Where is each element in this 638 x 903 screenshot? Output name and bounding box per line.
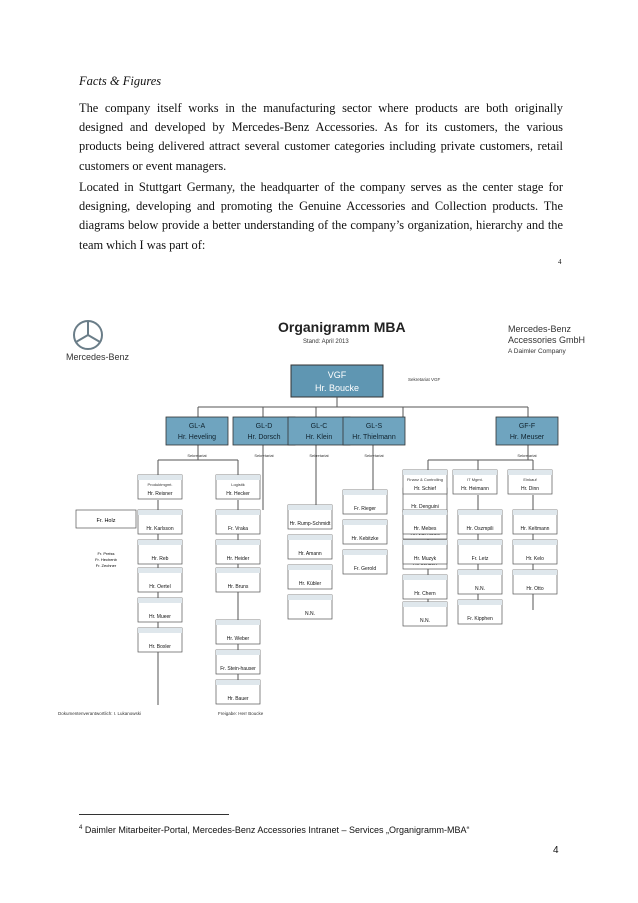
staff-box-name: Hr. Dinn — [520, 486, 540, 492]
staff-box-header — [458, 570, 502, 575]
staff-box-header — [403, 575, 447, 580]
brand-right-3: A Daimler Company — [508, 348, 566, 355]
staff-box-header — [216, 540, 260, 545]
staff-box-header — [288, 595, 332, 600]
staff-box-name: Fr. Rieger — [354, 506, 376, 512]
staff-box-header — [403, 470, 447, 475]
staff-box-header — [288, 505, 332, 510]
staff-box-name: Hr. Reb — [151, 556, 169, 562]
staff-box-name: Hr. Keltmann — [520, 526, 550, 532]
chart-title: Organigramm MBA — [278, 319, 406, 335]
staff-box-name: Hr. Mueer — [149, 614, 171, 620]
staff-box-header — [513, 570, 557, 575]
staff-box-name: Hr. Amann — [298, 551, 322, 557]
mercedes-logo-icon — [74, 321, 102, 349]
column-secretariat: Sekretariat — [187, 453, 207, 458]
staff-box-name: Hr. Chern — [414, 591, 436, 597]
brand-left: Mercedes-Benz — [66, 352, 130, 362]
column-head-name: Hr. Klein — [305, 434, 333, 441]
page-number: 4 — [553, 845, 559, 856]
staff-box-label: Finanz & Controlling — [406, 477, 444, 482]
staff-box-header — [343, 550, 387, 555]
staff-box-header — [458, 510, 502, 515]
staff-box-name: Hr. Bruns — [227, 584, 249, 590]
staff-box-header — [138, 598, 182, 603]
staff-box-label: IT Mgmt. — [467, 477, 483, 482]
staff-box-name: N.N. — [475, 586, 485, 592]
staff-box-name: Fr. Stein-hauser — [220, 666, 256, 672]
left-note-2: Fr. Preiss — [97, 551, 115, 556]
staff-box-header — [508, 470, 552, 475]
staff-box-header — [453, 470, 497, 475]
column-heads — [166, 417, 558, 458]
staff-box-header — [138, 475, 182, 480]
column-head-name: Hr. Heveling — [177, 434, 217, 441]
footnote-reference: 4 — [558, 258, 562, 266]
staff-box-name: Hr. Weber — [226, 636, 250, 642]
staff-box-label: Logistik — [231, 482, 245, 487]
staff-box-header — [138, 568, 182, 573]
staff-box-header — [403, 540, 447, 545]
footnote-divider — [79, 814, 229, 815]
staff-box-name: Hr. Hecker — [226, 491, 250, 497]
left-note-1: Fr. Holz — [96, 518, 116, 524]
staff-box-header — [288, 535, 332, 540]
staff-box-name: Hr. Oszmpili — [466, 526, 494, 532]
staff-box-header — [458, 600, 502, 605]
staff-box-name: N.N. — [305, 611, 315, 617]
column-head-unit: GL-S — [365, 423, 383, 430]
staff-box-header — [343, 520, 387, 525]
footnote — [79, 825, 469, 835]
column-secretariat: Sekretariat — [364, 453, 384, 458]
footnote-number: 4 — [79, 825, 83, 831]
staff-box-name: Hr. Mebes — [413, 526, 437, 532]
staff-box-header — [513, 540, 557, 545]
staff-boxes — [138, 470, 557, 704]
paragraph-1: The company itself works in the manufacturing sector where products are both originally designed and developed by Mercedes-Benz Accessories. As for its customers, the various products being delivered attract several customer categories including private customers, retail customers or event managers. — [79, 101, 563, 173]
staff-box-name: Fr. Kipphen — [467, 616, 493, 622]
staff-box-name: Hr. Rump-Schmidt — [289, 521, 331, 527]
staff-box-header — [138, 510, 182, 515]
figure-footer-mid: Freigabe: Herr Boucke — [218, 711, 264, 716]
staff-box-label: Einkauf — [523, 477, 537, 482]
staff-box-header — [216, 680, 260, 685]
staff-box-header — [288, 565, 332, 570]
column-secretariat: Sekretariat — [517, 453, 537, 458]
staff-box-name: Hr. Otto — [526, 586, 544, 592]
staff-box-header — [216, 650, 260, 655]
brand-right-1: Mercedes-Benz — [508, 324, 572, 334]
vgf-unit: VGF — [327, 370, 347, 380]
org-chart-figure — [58, 310, 598, 720]
column-secretariat: Sekretariat — [254, 453, 274, 458]
column-head-name: Hr. Dorsch — [247, 434, 281, 441]
column-head-unit: GL-C — [310, 423, 328, 430]
staff-box-header — [216, 510, 260, 515]
staff-box-header — [403, 602, 447, 607]
staff-box-header — [403, 510, 447, 515]
staff-box-header — [138, 540, 182, 545]
vgf-secretariat: Sekretariat VGF — [408, 377, 441, 382]
footnote-text: Daimler Mitarbeiter-Portal, Mercedes-Benz Accessories Intranet – Services „Organigramm-MBA“ — [84, 825, 470, 835]
column-head-unit: GL-A — [188, 423, 206, 430]
org-chart-svg — [58, 310, 598, 720]
staff-box-header — [513, 510, 557, 515]
column-head-unit: GL-D — [255, 423, 273, 430]
column-head-unit: GF-F — [518, 423, 536, 430]
staff-box-header — [216, 620, 260, 625]
column-secretariat: Sekretariat — [309, 453, 329, 458]
staff-box-label: Produktmgmt. — [147, 482, 173, 487]
left-note-3: Fr. Hechenb — [95, 557, 117, 562]
column-head-name: Hr. Meuser — [509, 434, 545, 441]
staff-box-name: Hr. Schief — [414, 486, 436, 492]
staff-box-name: N.N. — [420, 618, 430, 624]
staff-box-name: Hr. Kebitzke — [351, 536, 379, 542]
left-note-4: Fr. Zechner — [95, 563, 117, 568]
vgf-name: Hr. Boucke — [314, 383, 360, 393]
staff-box-name: Fr. Vraka — [227, 526, 249, 532]
staff-box-name: Hr. Boxler — [149, 644, 171, 650]
column-head-name: Hr. Thielmann — [352, 434, 396, 441]
staff-box-name: Hr. Heimann — [461, 486, 489, 492]
staff-box-header — [216, 475, 260, 480]
staff-box-name: Hr. Bauer — [227, 696, 249, 702]
staff-box-name: Hr. Denguini — [411, 504, 439, 510]
staff-box-header — [343, 490, 387, 495]
paragraph-2: Located in Stuttgart Germany, the headquarter of the company serves as the center stage for designing, developing and promoting the Genuine Accessories and Collection products. The diagrams below provide a better understanding of the company’s organization, hierarchy and the team which I was part of: — [79, 180, 563, 252]
staff-box-name: Hr. Kübler — [298, 581, 322, 587]
staff-box-name: Fr. Letz — [471, 556, 489, 562]
staff-box-name: Hr. Kelo — [526, 556, 544, 562]
staff-box-header — [458, 540, 502, 545]
staff-box-header — [138, 628, 182, 633]
chart-subtitle: Stand: April 2013 — [303, 339, 349, 345]
brand-right-2: Accessories GmbH — [508, 335, 586, 345]
staff-box-header — [216, 568, 260, 573]
section-heading: Facts & Figures — [79, 74, 162, 88]
staff-box-name: Hr. Heider — [226, 556, 250, 562]
staff-box-name: Hr. Karlsson — [146, 526, 174, 532]
figure-footer-left: Dokumentenverantwortlich: I. Lukanowski — [58, 711, 142, 716]
staff-box-name: Hr. Muzyk — [413, 556, 437, 562]
staff-box-name: Hr. Reisner — [147, 491, 173, 497]
staff-box-name: Hr. Oertel — [149, 584, 171, 590]
staff-box-name: Fr. Gerold — [353, 566, 377, 572]
